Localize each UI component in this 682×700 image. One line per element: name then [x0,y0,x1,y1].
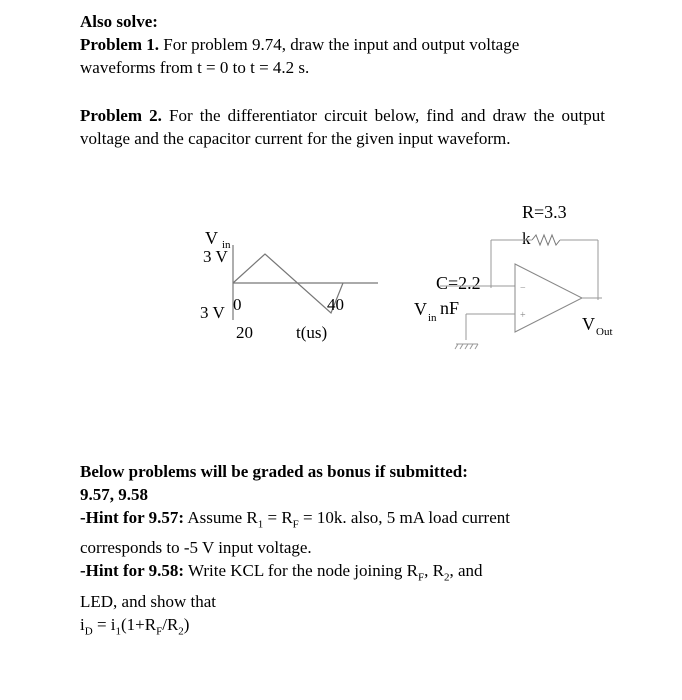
formula-subD: D [84,625,93,638]
formula-subF: F [156,625,163,638]
hint1-subF: F [292,518,299,531]
waveform-bottom-value: 3 V [200,303,225,322]
problem2-label: Problem 2. [80,106,162,125]
hint1-line2: corresponds to -5 V input voltage. [80,538,312,558]
formula-close: ) [183,614,190,634]
problem1-label: Problem 1. [80,35,160,54]
formula-line [80,613,620,643]
waveform-tick-20: 20 [236,323,253,342]
formula-sub2: 2 [178,625,184,638]
problem1-text-line1: For problem 9.74, draw the input and output voltage [159,35,520,54]
resistor-label: R=3.3 [522,202,567,222]
opamp-minus: − [520,283,526,294]
hint2-subF: F [418,571,425,584]
resistor-unit: k [522,229,531,248]
hint2-line2: LED, and show that [80,591,216,611]
vout-label: V [582,314,595,334]
formula-slash: /R [162,614,179,634]
hint1-text-c: = 10k. also, 5 mA load current [298,508,510,527]
hint2-label: -Hint for 9.58: [80,561,185,581]
capacitor-unit: nF [440,298,460,318]
circuit-vin-label: V [414,299,427,319]
formula-i: i [80,614,85,634]
hint1-line1 [80,506,620,536]
ground-hatch [455,344,478,349]
bonus-problems: 9.57, 9.58 [80,485,148,504]
waveform-top-value: 3 V [203,247,228,266]
formula-open: (1+R [121,614,157,634]
resistor-zigzag [532,235,560,245]
hint2-line1 [80,559,620,589]
hint1-text-b: = R [263,508,293,527]
waveform-v-sub: in [222,239,231,251]
hint2-sub2: 2 [444,571,450,584]
capacitor-label: C=2.2 [436,273,481,293]
circuit-vin-sub: in [428,312,437,324]
also-solve-heading: Also solve: [80,12,158,31]
bonus-section [80,460,620,643]
hint1-label: -Hint for 9.57: [80,508,185,527]
hint2-text-c: , and [449,561,483,581]
problem1-line2: waveforms from t = 0 to t = 4.2 s. [80,58,310,77]
formula-eq: = i [92,614,116,634]
hint1-text-a: Assume R [184,508,258,527]
opamp-plus: + [520,310,526,321]
hint1-sub1: 1 [257,518,264,531]
waveform-time-label: t(us) [296,323,328,342]
bonus-heading: Below problems will be graded as bonus if submitted: [80,462,468,481]
hint2-text-a: Write KCL for the node joining R [184,561,419,581]
waveform-zero-tick: 0 [233,295,242,314]
formula-sub1: 1 [115,625,121,638]
hint2-text-b: , R [424,561,444,581]
waveform-v-label: V [205,228,218,248]
problem2-text: For the differentiator circuit below, find and draw the output voltage and the capacitor current for the given input waveform. [80,106,605,148]
opamp-triangle [515,264,582,332]
waveform-tick-40: 40 [327,295,344,314]
vout-sub: Out [596,326,613,338]
